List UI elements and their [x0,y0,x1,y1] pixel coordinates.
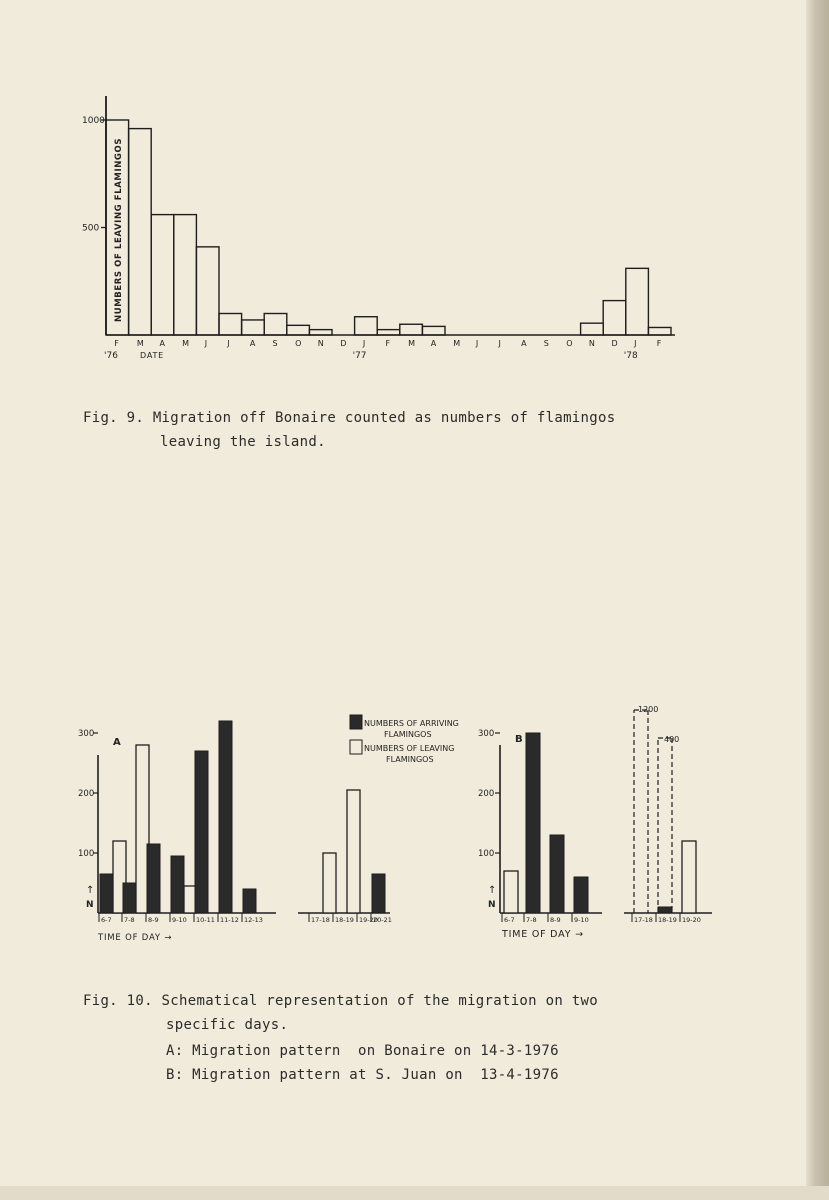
fig10a-y-tick-label: 200 [78,789,95,799]
fig9-x-label: DATE [140,351,165,360]
legend-arriving-label-line1: NUMBERS OF ARRIVING [364,719,459,728]
fig10a-x-tick-label: 9-10 [172,916,187,924]
legend-leaving-label-line1: NUMBERS OF LEAVING [364,744,455,753]
fig9-x-tick-label: N [317,339,324,348]
fig10-caption-line3: A: Migration pattern on Bonaire on 14-3-1976 [166,1043,559,1059]
fig10-caption-line4: B: Migration pattern at S. Juan on 13-4-1976 [166,1067,559,1083]
fig9-bar [287,325,310,335]
fig9-bar [626,268,649,335]
fig9-bar [129,129,152,335]
fig9-x-tick-label: A [249,339,256,348]
fig10b-bar-leaving-offscale [658,738,672,913]
fig9-bar [603,301,626,335]
fig9-bar [648,327,671,335]
fig10a-panel-label: A [113,737,121,748]
fig10-caption-line1: Fig. 10. Schematical representation of the migration on two [83,993,598,1009]
fig10b-bar-arriving [550,835,564,913]
fig10a-x-tick-label: 11-12 [220,916,239,924]
fig9-caption-line1: Fig. 9. Migration off Bonaire counted as numbers of flamingos [83,410,616,426]
fig10a-bar-arriving [372,874,385,913]
fig10b-y-label: N [488,900,496,910]
legend-leaving-label-line2: FLAMINGOS [386,755,434,764]
fig10a-x-tick-label: 20-21 [373,916,392,924]
fig9-x-tick-label: M [182,339,190,348]
fig9-x-tick-label: F [114,339,119,348]
fig10a-x-tick-label: 17-18 [311,916,330,924]
fig10b-panel-label: B [515,734,523,745]
fig9-year-label: '77 [352,351,367,361]
fig10a-x-tick-label: 6-7 [101,916,112,924]
fig10b-x-tick-label: 6-7 [504,916,515,924]
fig9-bar [242,320,265,335]
fig9-x-tick-label: M [453,339,461,348]
fig10b-x-tick-label: 8-9 [550,916,561,924]
fig10b-x-label: TIME OF DAY → [502,929,584,940]
fig10b-bar-leaving [504,871,518,913]
fig10b-y-tick-label: 100 [478,849,495,859]
fig10a-bar-leaving [323,853,336,913]
fig9-x-tick-label: O [566,339,573,348]
fig10a-x-tick-label: 18-19 [335,916,354,924]
fig9-bar [422,326,445,335]
fig9-bar [355,317,378,335]
fig9-x-tick-label: A [159,339,165,348]
fig9-bar [151,215,174,335]
fig9-x-tick-label: D [611,339,618,348]
fig9-y-label: NUMBERS OF LEAVING FLAMINGOS [114,137,124,322]
fig10a-bar-arriving [147,844,160,913]
fig9-year-label: '78 [623,351,638,361]
fig10b-offscale-label: 400 [664,735,680,744]
fig9-bar [581,323,604,335]
fig10b-x-tick-label: 17-18 [634,916,653,924]
fig9-x-tick-label: J [227,339,230,348]
fig10a-y-tick-label: 300 [78,729,95,739]
legend-arriving-swatch [350,715,362,729]
fig10b-bar-arriving [526,733,540,913]
fig10a-bar-arriving [243,889,256,913]
fig10a-x-tick-label: 19-20 [359,916,378,924]
fig10b-bar-leaving [682,841,696,913]
fig10a-bar-arriving [195,751,208,913]
fig9-x-tick-label: M [408,339,416,348]
fig9-x-tick-label: D [340,339,347,348]
fig9-x-tick-label: S [543,339,549,348]
fig9-bar [377,330,400,335]
fig10b-x-tick-label: 9-10 [574,916,589,924]
fig9-x-tick-label: J [475,339,479,348]
fig9-y-tick-label: 1000 [82,116,105,126]
fig9-x-tick-label: A [430,339,437,348]
fig10b-x-tick-label: 19-20 [682,916,701,924]
fig9-bar [400,324,423,335]
fig9-x-tick-label: F [385,339,391,348]
legend-arriving-label-line2: FLAMINGOS [384,730,432,739]
fig10-caption-line2: specific days. [166,1017,289,1033]
fig10b-bar-leaving-offscale [634,710,648,913]
fig10b-x-tick-label: 7-8 [526,916,537,924]
fig10a-x-tick-label: 10-11 [196,916,215,924]
fig9-x-tick-label: F [656,339,662,348]
fig10a-y-label: N [86,900,94,910]
fig9-y-tick-label: 500 [82,223,100,234]
fig10b-bar-arriving [658,907,672,913]
fig9-x-tick-label: J [634,339,637,348]
fig9-x-tick-label: J [362,339,366,348]
fig9-x-tick-label: S [272,339,278,348]
fig9-bar [309,330,332,335]
fig10a-bar-arriving [100,874,113,913]
fig9-bar [174,215,197,335]
fig10a-bar-arriving [219,721,232,913]
fig9-x-tick-label: A [521,339,527,348]
legend-leaving-swatch [350,740,362,754]
fig10b-bar-arriving [574,877,588,913]
fig9-x-tick-label: M [136,339,144,348]
fig9-caption-line2: leaving the island. [160,434,326,450]
fig9-year-label: '76 [104,351,118,361]
fig10b-x-tick-label: 18-19 [658,916,677,924]
fig10b-y-tick-label: 200 [478,789,495,799]
fig10a-bar-arriving [123,883,136,913]
fig9-x-tick-label: O [295,339,302,348]
fig9-bar [196,247,219,335]
fig10a-x-tick-label: 7-8 [124,916,135,924]
fig9-bar [219,314,242,336]
fig10a-y-arrow: ↑ [86,885,95,896]
fig9-x-tick-label: J [204,339,208,348]
fig10a-bar-leaving [347,790,360,913]
fig10a-y-tick-label: 100 [78,849,95,859]
fig10b-y-arrow: ↑ [488,885,497,896]
fig10b-y-tick-label: 300 [478,729,495,739]
fig10a-bar-arriving [171,856,184,913]
fig9-x-tick-label: N [588,339,595,348]
fig9-bar [264,314,287,336]
fig9-x-tick-label: J [498,339,501,348]
fig10a-x-tick-label: 12-13 [244,916,263,924]
fig10b-offscale-label: 1200 [638,705,659,714]
fig10a-x-tick-label: 8-9 [148,916,159,924]
fig10a-x-label: TIME OF DAY → [98,933,173,943]
